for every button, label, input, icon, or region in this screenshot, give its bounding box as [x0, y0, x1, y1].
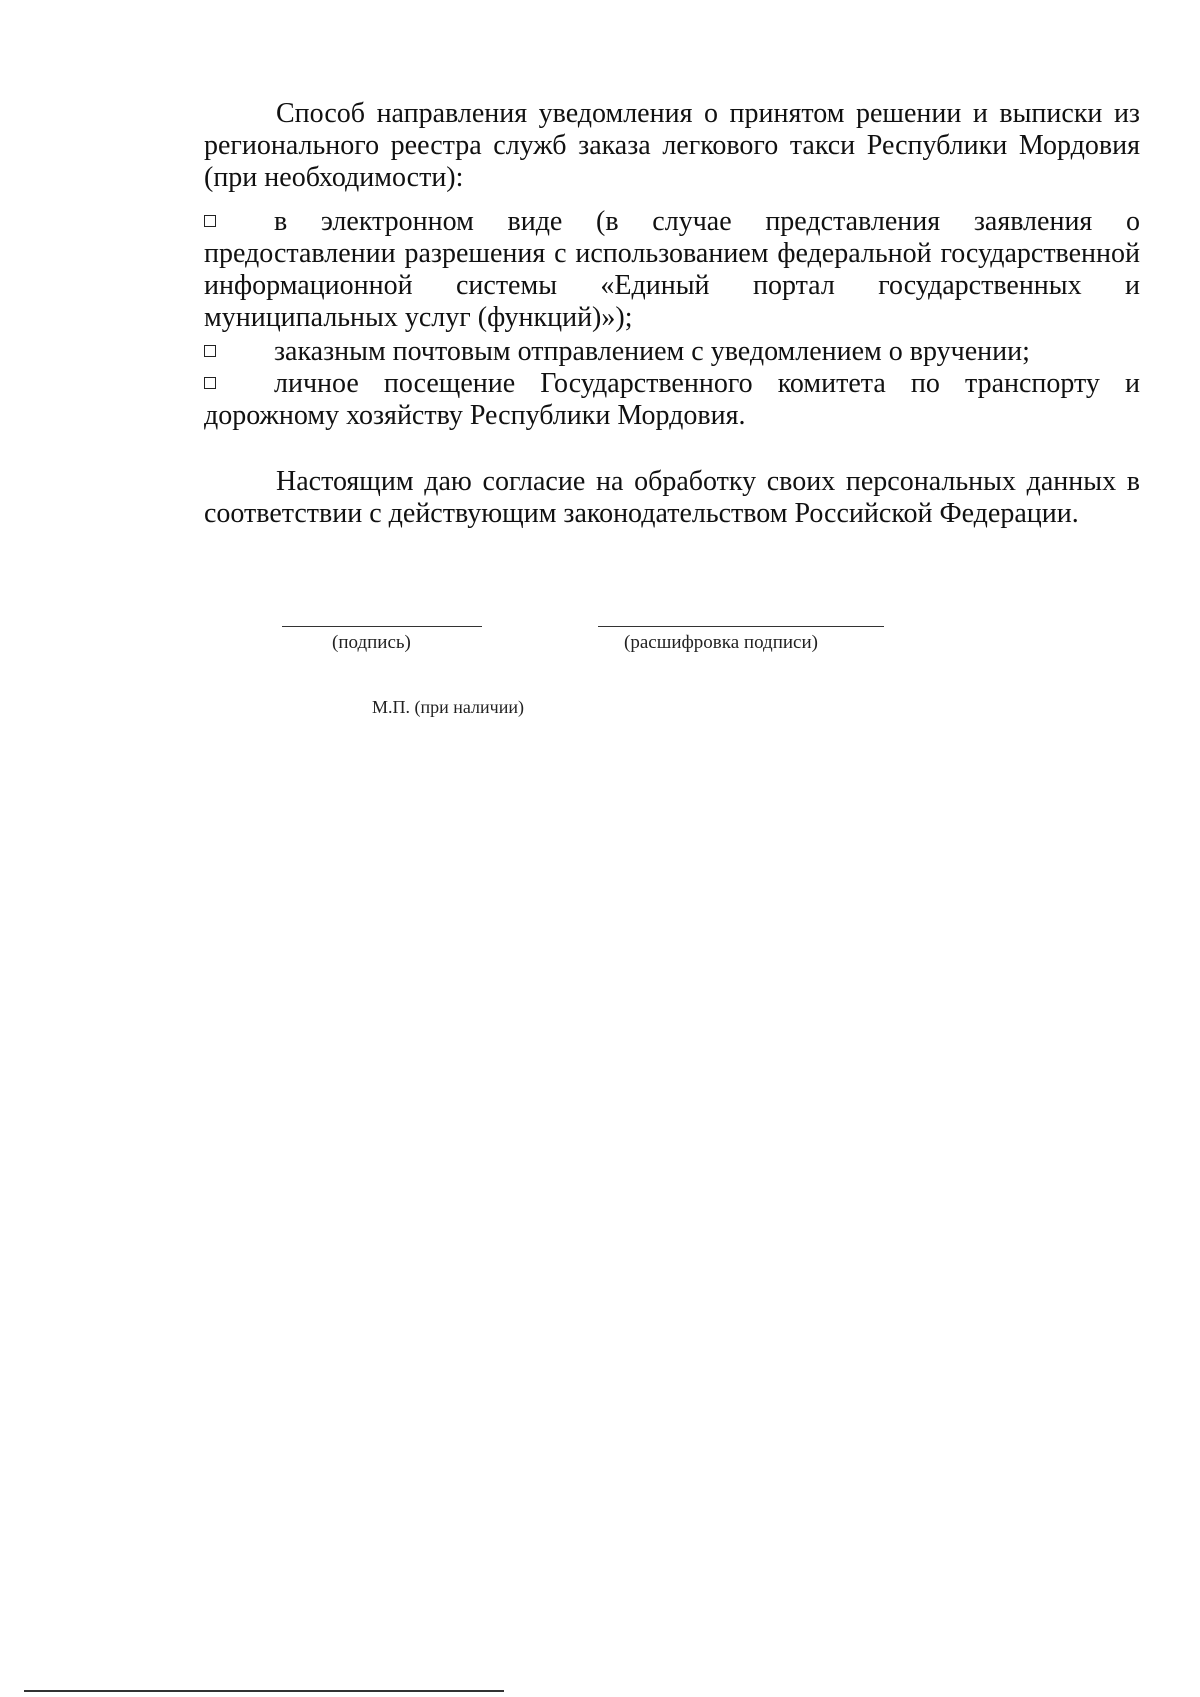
notification-intro: Способ направления уведомления о принятом решении и выписки из регионального реестра служб заказа легкового такси Республики Мордовия (при необходимости):	[204, 98, 1140, 193]
checkbox-icon[interactable]	[204, 377, 216, 389]
checkbox-icon[interactable]	[204, 215, 216, 227]
signature-decode-caption: (расшифровка подписи)	[624, 632, 818, 653]
footer-divider	[24, 1690, 504, 1692]
consent-paragraph: Настоящим даю согласие на обработку своих персональных данных в соответствии с действующим законодательством Российской Федерации.	[204, 466, 1140, 529]
stamp-placeholder: М.П. (при наличии)	[372, 697, 524, 717]
signature-line	[282, 626, 482, 627]
notification-option-visit	[204, 368, 1140, 432]
checkbox-icon[interactable]	[204, 345, 216, 357]
signature-caption: (подпись)	[332, 632, 411, 653]
notification-option-mail	[204, 336, 1140, 368]
signature-decode-line	[598, 626, 884, 627]
option-label: в электронном виде (в случае представления заявления о предоставлении разрешения с использованием федеральной государственной информационной системы «Единый портал государственных и муниципальных услуг (функций)»);	[204, 206, 1140, 333]
notification-option-electronic	[204, 206, 1140, 334]
option-label: личное посещение Государственного комитета по транспорту и дорожному хозяйству Республики Мордовия.	[204, 368, 1140, 431]
option-label: заказным почтовым отправлением с уведомлением о вручении;	[274, 336, 1030, 367]
